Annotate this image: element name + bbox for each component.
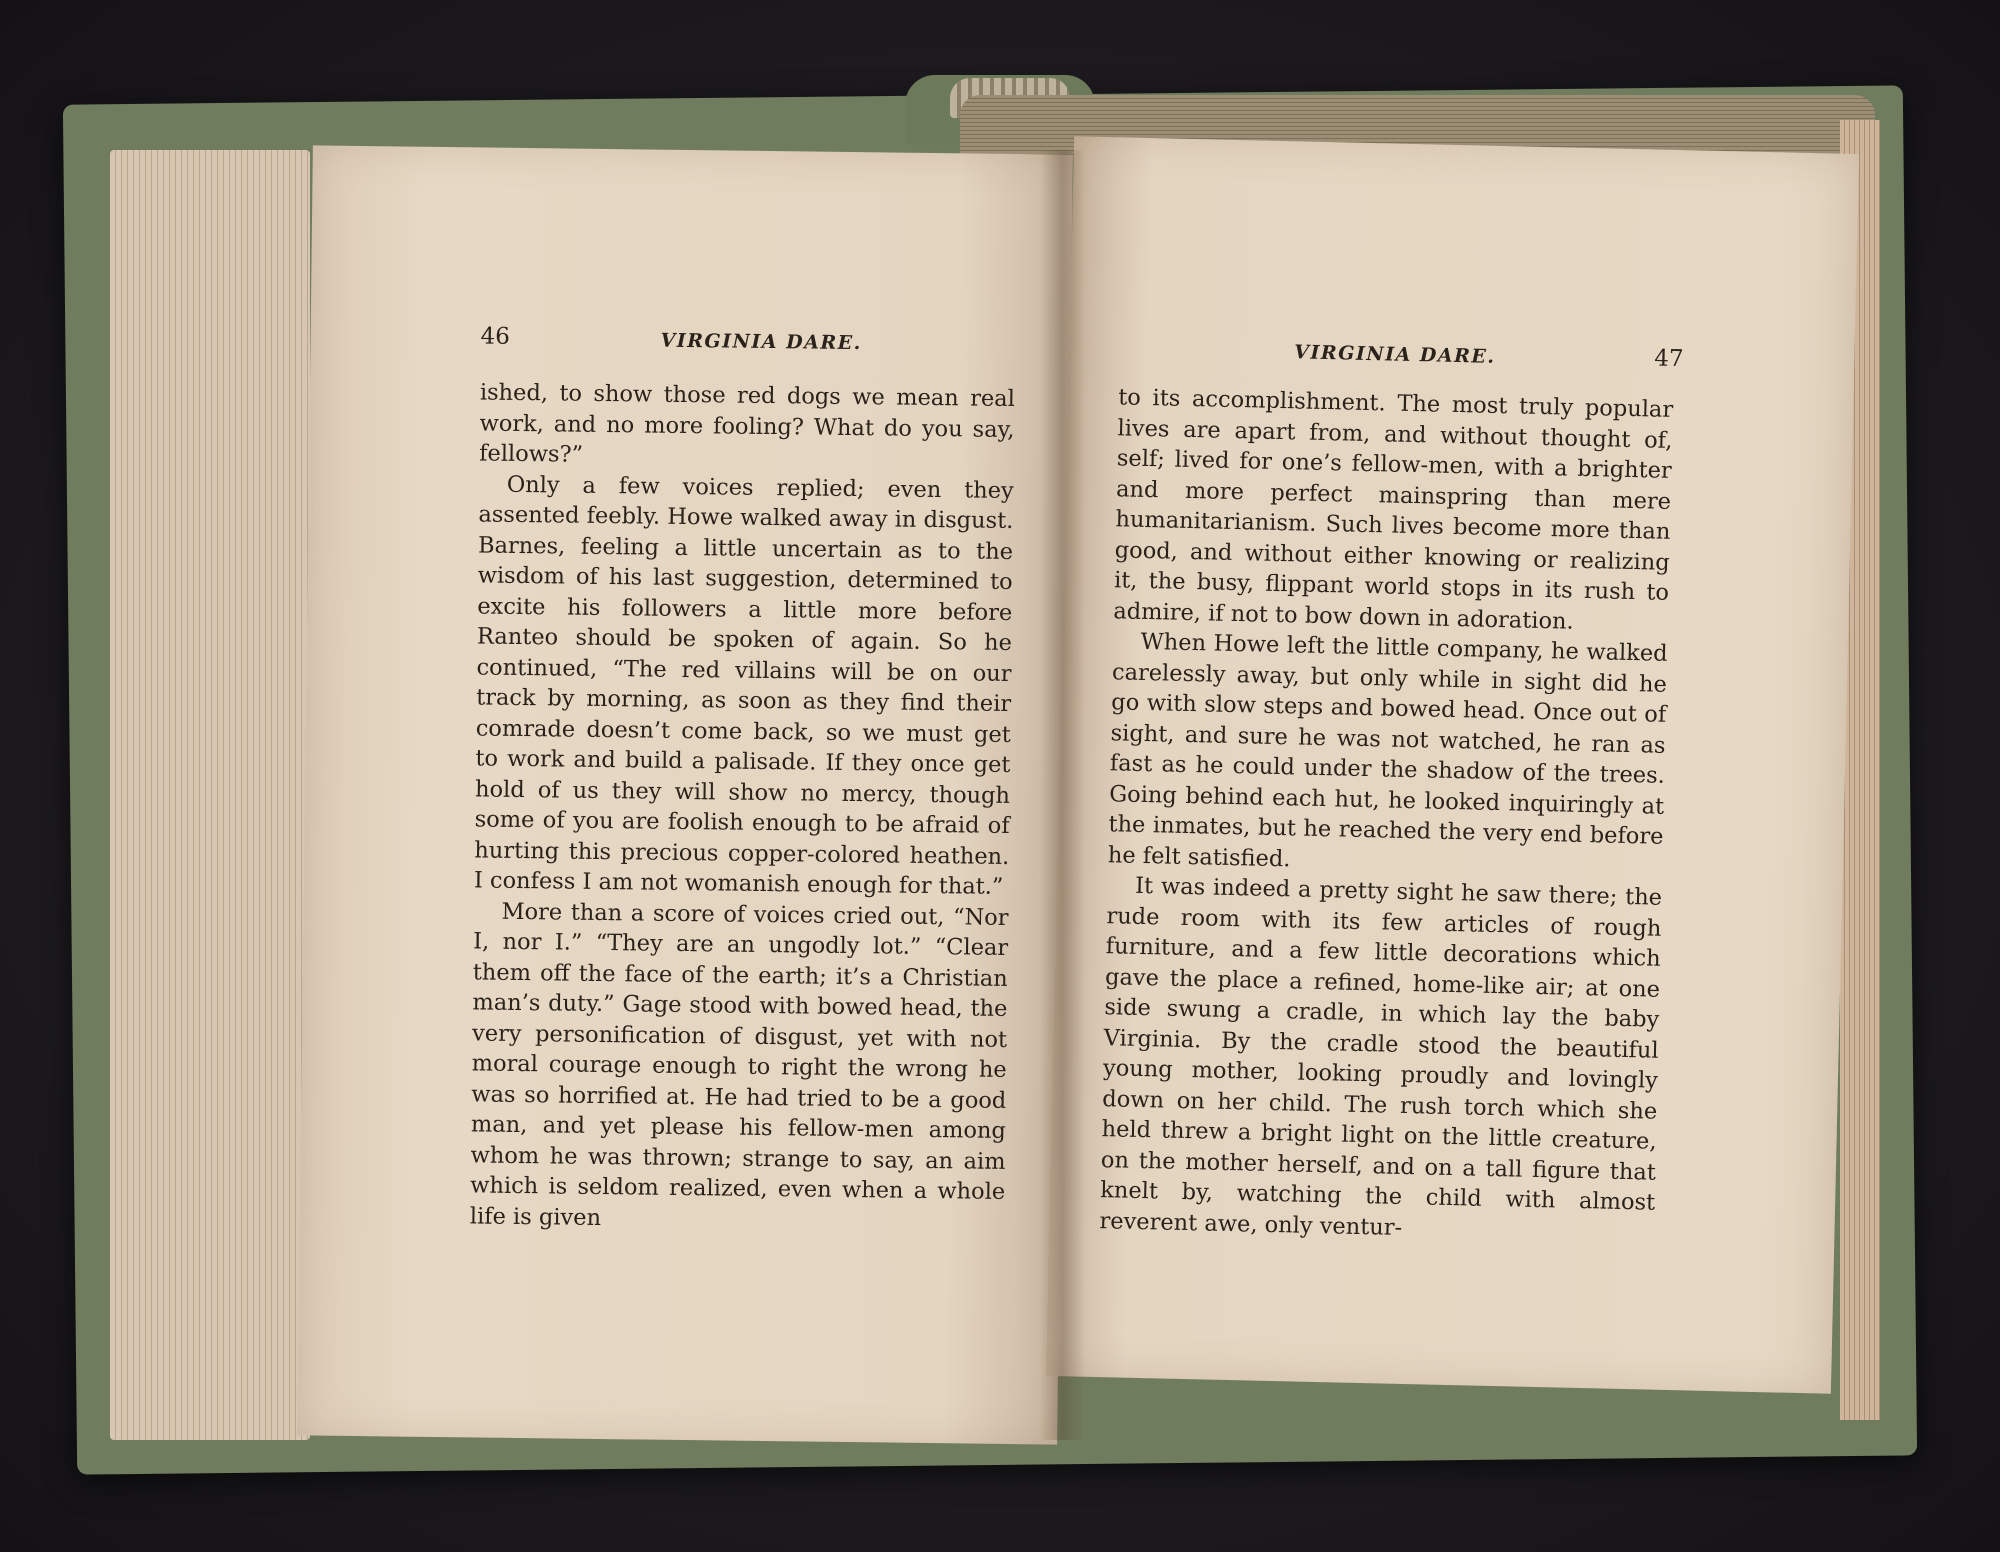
left-page-number: 46 [480,323,511,350]
right-paragraph-2: When Howe left the little company, he walked carelessly away, but only while in sight did he go with slow steps and bowed head. Once out of sight, and sure he was not watched, he ran as fast as he could under the shadow of the trees. Going behind each hut, he looked inquiringly at the inmates, but he reached the very end before he felt satisfied. [1107,628,1668,872]
right-page [1046,136,1859,1393]
left-paragraph-2: Only a few voices replied; even they assented feebly. Howe walked away in disgust. Barnes, feeling a little uncertain as to the wisdom of his last suggestion, determined to excite his followers a little more before Ranteo should be spoken of again. So he continued, “The red villains will be on our track by morning, as soon as they find their comrade doesn’t come back, so we must get to work and build a palisade. If they once get hold of us they will show no mercy, though some of you are foolish enough to be afraid of hurting this precious copper-colored heathen. I confess I am not womanish enough for that.” [473,471,1014,900]
right-paragraph-1: to its accomplishment. The most truly popular lives are apart from, and without thought of, self; lived for one’s fellow-men, with a brighter and more perfect mainspring than mere humanitarianism. Such lives become more than good, and without either knowing or realizing it, the busy, flippant world stops in its rush to admire, if not to bow down in adoration. [1113,384,1674,635]
left-page-edges [110,150,310,1440]
book-gutter [1040,150,1085,1440]
left-page-text [470,377,1015,1237]
left-paragraph-1: ished, to show those red dogs we mean real work, and no more fooling? What do you say, fellows?” [478,379,1016,468]
right-running-head: VIRGINIA DARE. [1294,341,1496,368]
left-running-head: VIRGINIA DARE. [660,329,862,355]
left-page [297,145,1073,1444]
left-paragraph-3: More than a score of voices cried out, “Nor I, nor I.” “They are an ungodly lot.” “Clear them off the face of the earth; it’s a Christian man’s duty.” Gage stood with bowed head, the very personification of disgust, yet with not moral courage enough to right the wrong he was so horrified at. He had tried to be a good man, and yet please his fellow-men among whom he was thrown; strange to say, an aim which is seldom realized, even when a whole life is given [469,898,1009,1231]
right-page-text [1099,382,1673,1248]
right-paragraph-3: It was indeed a pretty sight he saw there; the rude room with its few articles of rough furniture, and a few little decorations which gave the place a refined, home-like air; at one side swung a cradle, in which lay the baby Virginia. By the cradle stood the beautiful young mother, looking proudly and lovingly down on her child. The rush torch which she held threw a bright light on the little creature, on the mother herself, and on a tall figure that knelt by, watching the child with almost reverent awe, only ventur- [1099,872,1663,1241]
right-page-number: 47 [1653,345,1684,373]
